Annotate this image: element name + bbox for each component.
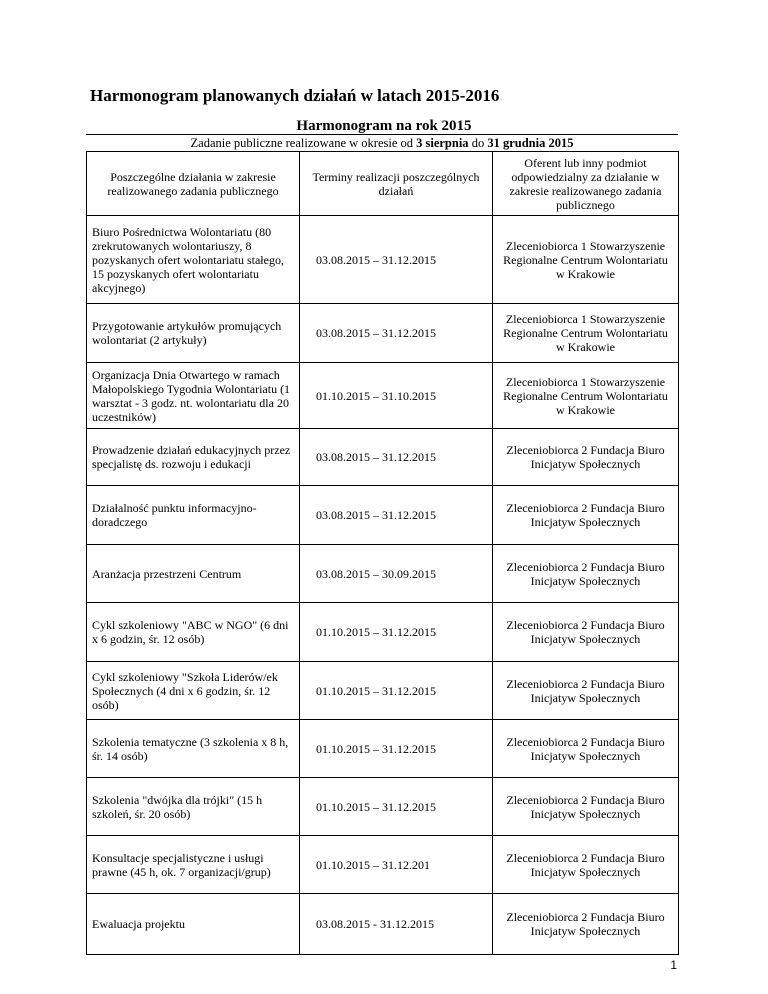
responsible-cell: Zleceniobiorca 2 Fundacja Biuro Inicjatyw Społecznych (493, 720, 679, 778)
activity-cell: Aranżacja przestrzeni Centrum (87, 545, 300, 603)
activity-cell: Biuro Pośrednictwa Wolontariatu (80 zrekrutowanych wolontariuszy, 8 pozyskanych ofert wolontariatu stałego, 15 pozyskanych ofert wolontariatu akcyjnego) (87, 216, 300, 304)
table-row (87, 662, 679, 720)
activity-cell: Działalność punktu informacyjno-doradczego (87, 486, 300, 545)
table-header-row (87, 152, 679, 216)
responsible-cell: Zleceniobiorca 1 Stowarzyszenie Regionalne Centrum Wolontariatu w Krakowie (493, 363, 679, 429)
activity-cell: Przygotowanie artykułów promujących wolontariat (2 artykuły) (87, 304, 300, 363)
term-cell: 03.08.2015 - 31.12.2015 (300, 894, 493, 955)
term-cell: 03.08.2015 – 31.12.2015 (300, 304, 493, 363)
term-cell: 01.10.2015 – 31.12.2015 (300, 662, 493, 720)
table-row (87, 720, 679, 778)
responsible-cell: Zleceniobiorca 2 Fundacja Biuro Inicjatyw Społecznych (493, 429, 679, 486)
table-row (87, 836, 679, 894)
document-title: Harmonogram planowanych działań w latach 2015-2016 (90, 86, 500, 105)
term-cell: 01.10.2015 – 31.12.201 (300, 836, 493, 894)
term-cell: 01.10.2015 – 31.12.2015 (300, 778, 493, 836)
responsible-cell: Zleceniobiorca 1 Stowarzyszenie Regionalne Centrum Wolontariatu w Krakowie (493, 216, 679, 304)
table-row (87, 216, 679, 304)
table-row (87, 545, 679, 603)
header-responsible: Oferent lub inny podmiot odpowiedzialny za działanie w zakresie realizowanego zadania publicznego (493, 152, 679, 216)
activity-cell: Organizacja Dnia Otwartego w ramach Małopolskiego Tygodnia Wolontariatu (1 warsztat - 3 godz. nt. wolontariatu dla 20 uczestników) (87, 363, 300, 429)
activity-cell: Szkolenia "dwójka dla trójki" (15 h szkoleń, śr. 20 osób) (87, 778, 300, 836)
responsible-cell: Zleceniobiorca 2 Fundacja Biuro Inicjatyw Społecznych (493, 486, 679, 545)
activity-cell: Konsultacje specjalistyczne i usługi prawne (45 h, ok. 7 organizacji/grup) (87, 836, 300, 894)
term-cell: 03.08.2015 – 30.09.2015 (300, 545, 493, 603)
responsible-cell: Zleceniobiorca 2 Fundacja Biuro Inicjatyw Społecznych (493, 778, 679, 836)
table-row (87, 363, 679, 429)
table-row (87, 304, 679, 363)
header-term: Terminy realizacji poszczególnych działań (300, 152, 493, 216)
activity-cell: Szkolenia tematyczne (3 szkolenia x 8 h, śr. 14 osób) (87, 720, 300, 778)
schedule-subtitle: Harmonogram na rok 2015 (296, 118, 472, 134)
responsible-cell: Zleceniobiorca 1 Stowarzyszenie Regionalne Centrum Wolontariatu w Krakowie (493, 304, 679, 363)
schedule-table (86, 151, 679, 955)
period-from: 3 sierpnia (416, 136, 469, 150)
table-row (87, 778, 679, 836)
activity-cell: Cykl szkoleniowy "Szkoła Liderów/ek Społecznych (4 dni x 6 godzin, śr. 12 osób) (87, 662, 300, 720)
period-prefix: Zadanie publiczne realizowane w okresie od (190, 136, 417, 150)
page-number: 1 (670, 958, 677, 972)
term-cell: 01.10.2015 – 31.12.2015 (300, 720, 493, 778)
table-row (87, 429, 679, 486)
period-line (86, 134, 678, 151)
table-row (87, 603, 679, 662)
term-cell: 01.10.2015 – 31.10.2015 (300, 363, 493, 429)
responsible-cell: Zleceniobiorca 2 Fundacja Biuro Inicjatyw Społecznych (493, 894, 679, 955)
term-cell: 03.08.2015 – 31.12.2015 (300, 486, 493, 545)
table-row (87, 894, 679, 955)
term-cell: 03.08.2015 – 31.12.2015 (300, 216, 493, 304)
period-middle: do (468, 136, 488, 150)
header-activity: Poszczególne działania w zakresie realizowanego zadania publicznego (87, 152, 300, 216)
term-cell: 03.08.2015 – 31.12.2015 (300, 429, 493, 486)
term-cell: 01.10.2015 – 31.12.2015 (300, 603, 493, 662)
activity-cell: Prowadzenie działań edukacyjnych przez specjalistę ds. rozwoju i edukacji (87, 429, 300, 486)
responsible-cell: Zleceniobiorca 2 Fundacja Biuro Inicjatyw Społecznych (493, 662, 679, 720)
table-row (87, 486, 679, 545)
responsible-cell: Zleceniobiorca 2 Fundacja Biuro Inicjatyw Społecznych (493, 545, 679, 603)
responsible-cell: Zleceniobiorca 2 Fundacja Biuro Inicjatyw Społecznych (493, 603, 679, 662)
activity-cell: Cykl szkoleniowy "ABC w NGO" (6 dni x 6 godzin, śr. 12 osób) (87, 603, 300, 662)
period-to: 31 grudnia 2015 (487, 136, 574, 150)
activity-cell: Ewaluacja projektu (87, 894, 300, 955)
responsible-cell: Zleceniobiorca 2 Fundacja Biuro Inicjatyw Społecznych (493, 836, 679, 894)
